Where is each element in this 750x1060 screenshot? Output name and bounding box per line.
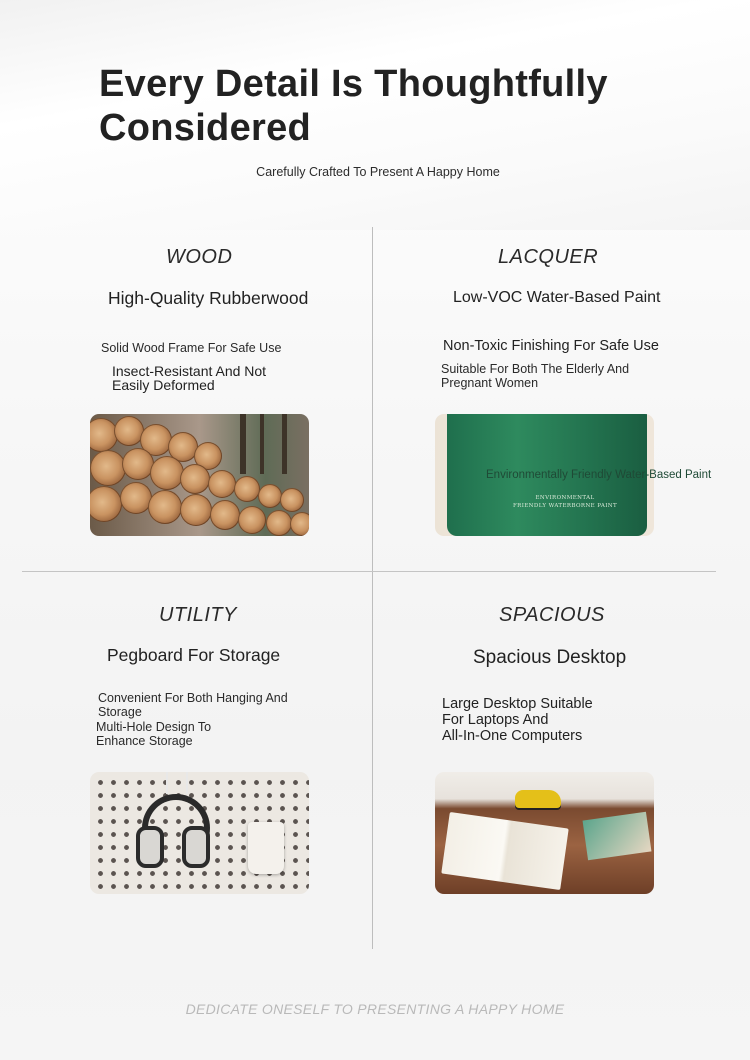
pen-holder-icon: [248, 822, 284, 874]
utility-point-2-line-1: Multi-Hole Design To: [96, 720, 212, 734]
paint-overlay-label: Environmentally Friendly Water-Based Paint: [486, 469, 712, 481]
wood-point-2-line-2: Easily Deformed: [112, 377, 215, 393]
lacquer-category: LACQUER: [498, 246, 599, 268]
lacquer-point-2-line-2: Pregnant Women: [441, 376, 539, 390]
page-subtitle: Carefully Crafted To Present A Happy Home: [256, 165, 500, 179]
spacious-point-1-line-2: For Laptops And: [442, 712, 549, 728]
pegboard-image: [90, 772, 309, 894]
lacquer-heading: Low-VOC Water-Based Paint: [453, 289, 661, 306]
utility-category: UTILITY: [159, 604, 237, 626]
utility-point-2-line-2: Enhance Storage: [96, 734, 193, 748]
wood-point-1: Solid Wood Frame For Safe Use: [101, 341, 282, 355]
wood-category: WOOD: [166, 246, 233, 268]
horizontal-divider: [22, 571, 716, 572]
utility-point-2: [96, 720, 211, 748]
paint-can-label: ENVIRONMENTAL FRIENDLY WATERBORNE PAINT: [512, 495, 618, 509]
desk-image: [435, 772, 654, 894]
wood-logs-image: [90, 414, 309, 536]
spacious-point-1-line-3: All-In-One Computers: [442, 728, 583, 744]
spacious-heading: Spacious Desktop: [473, 647, 627, 668]
wood-heading: High-Quality Rubberwood: [108, 288, 309, 308]
lacquer-point-2-line-1: Suitable For Both The Elderly And: [441, 362, 630, 376]
spacious-point-1-line-1: Large Desktop Suitable: [442, 696, 593, 712]
spacious-point-1: [442, 696, 593, 744]
toy-car-icon: [515, 790, 561, 808]
utility-heading: Pegboard For Storage: [107, 645, 281, 665]
utility-point-1-line-2: Storage: [98, 705, 142, 719]
page-title-line-2: Considered: [99, 107, 312, 149]
spacious-category: SPACIOUS: [499, 604, 605, 626]
utility-point-1: [98, 691, 288, 719]
page-title-line-1: Every Detail Is Thoughtfully: [99, 63, 608, 105]
wood-point-2: [112, 364, 266, 392]
utility-point-1-line-1: Convenient For Both Hanging And: [98, 691, 288, 705]
wood-point-2-line-1: Insect-Resistant And Not: [112, 363, 267, 379]
lacquer-point-1: Non-Toxic Finishing For Safe Use: [443, 338, 659, 354]
vertical-divider: [372, 227, 373, 949]
page-title: [99, 62, 659, 150]
lacquer-point-2: [441, 362, 629, 390]
footer-tagline: DEDICATE ONESELF TO PRESENTING A HAPPY HOME: [185, 1001, 565, 1017]
